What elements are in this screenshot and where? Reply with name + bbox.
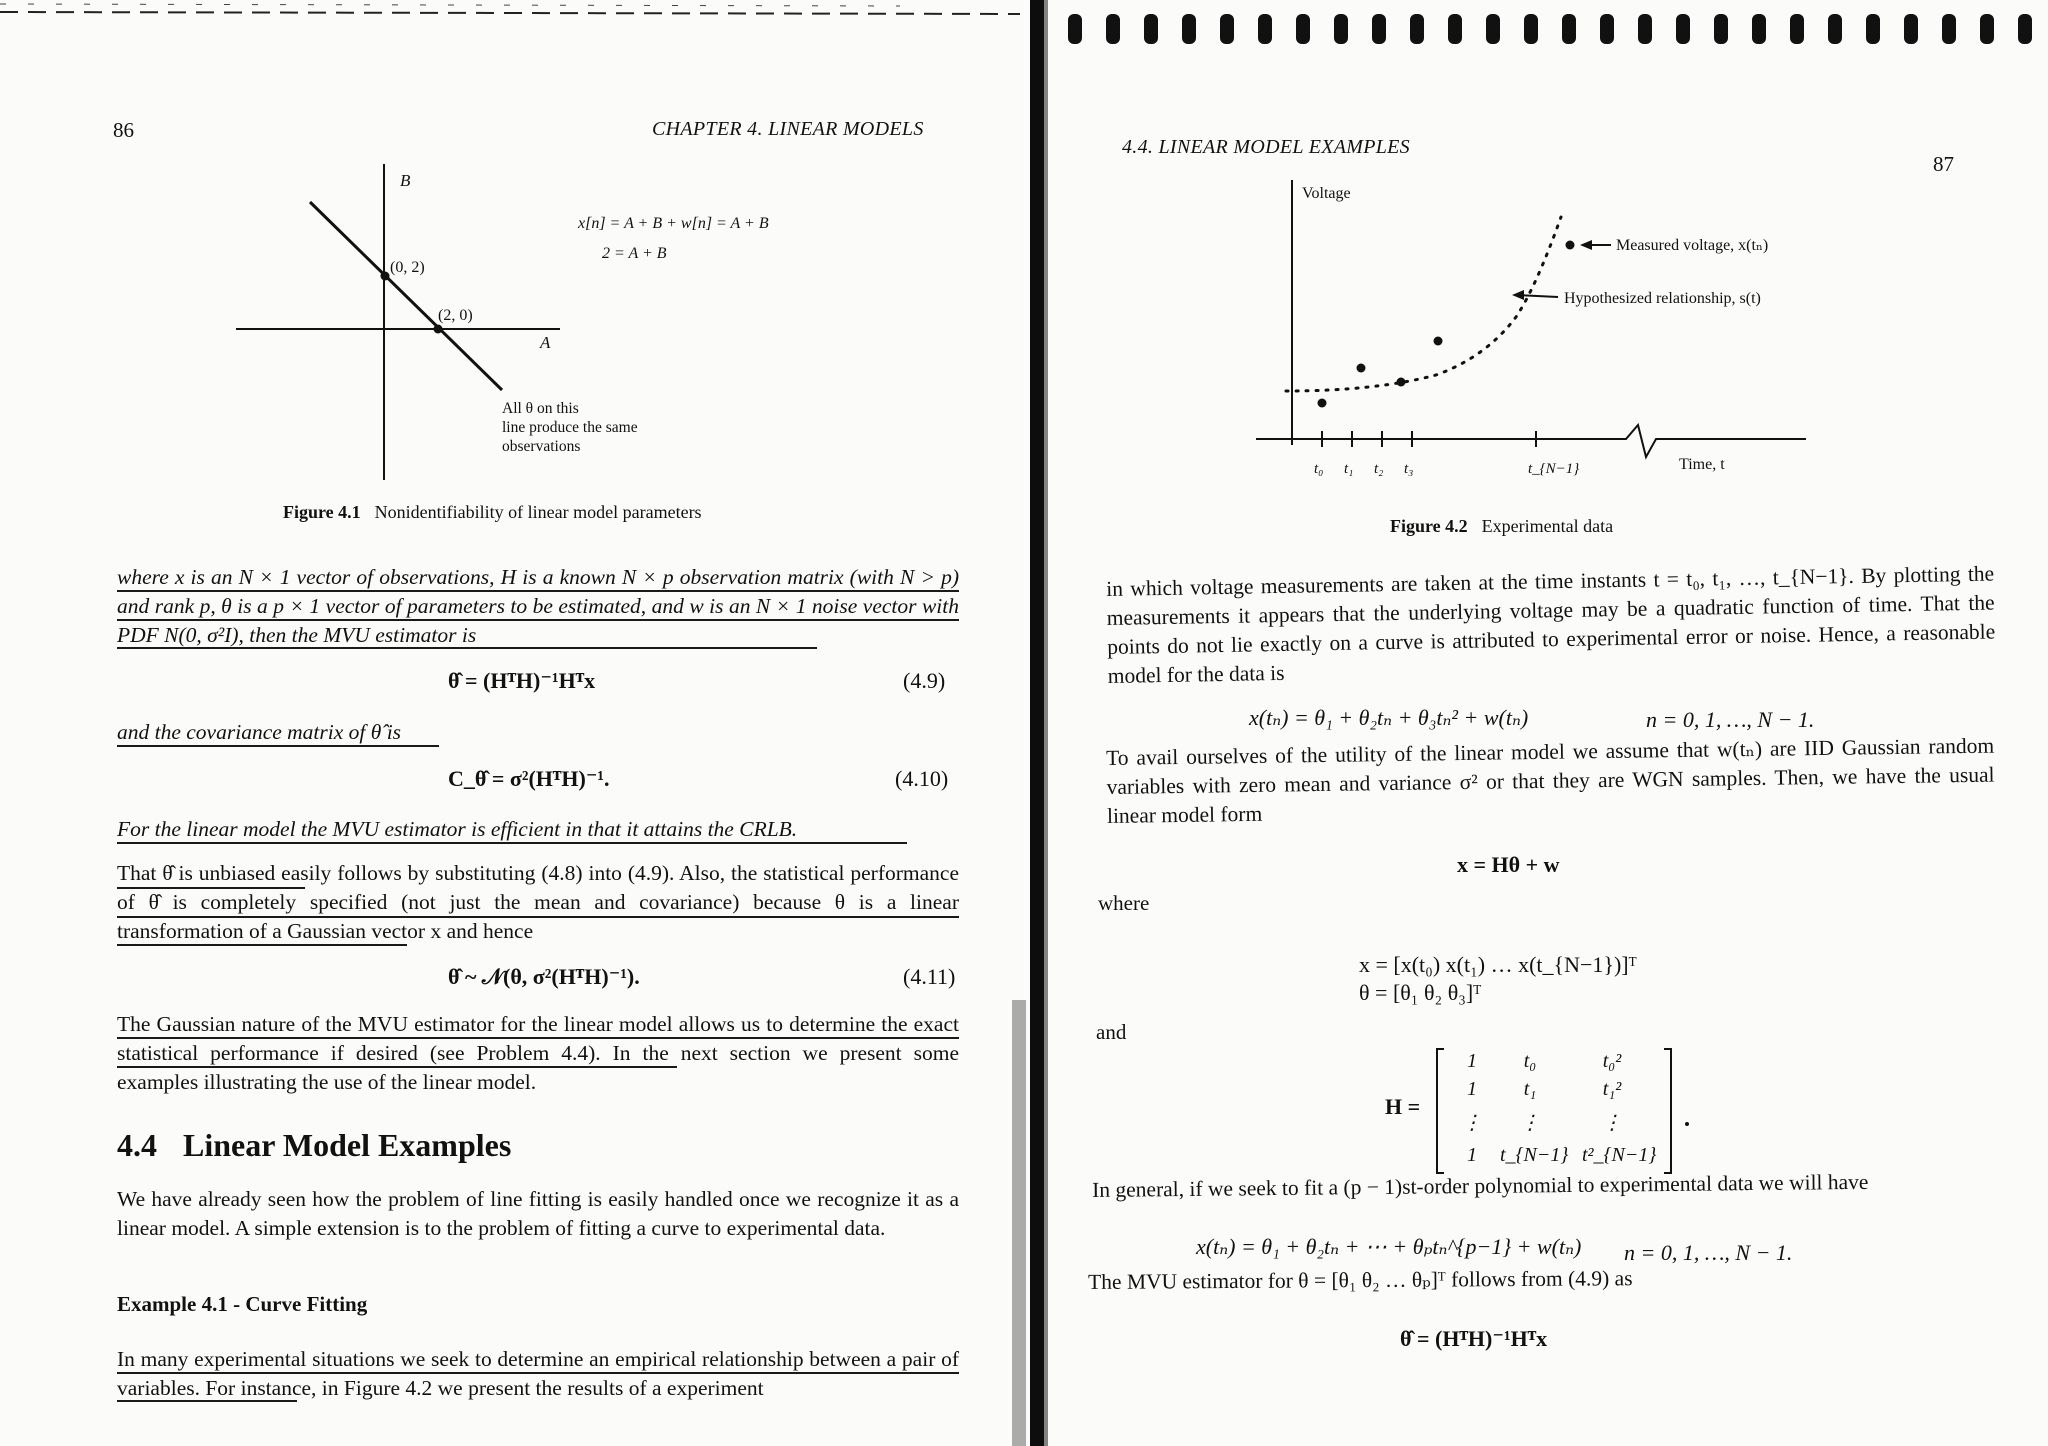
pen-underline	[117, 1066, 677, 1068]
equation-4-11-number: (4.11)	[903, 964, 956, 989]
hypothesized-label: Hypothesized relationship, s(t)	[1564, 290, 1761, 307]
efficiency-statement: For the linear model the MVU estimator is efficient in that it attains the CRLB.	[117, 817, 798, 841]
matrix-cell: t₁²	[1602, 1078, 1622, 1100]
matrix-cell: 1	[1467, 1050, 1477, 1072]
point-2-0-marker	[434, 325, 443, 334]
running-head: 4.4. LINEAR MODEL EXAMPLES	[1122, 136, 1410, 158]
and-text: and	[1096, 1020, 1127, 1044]
caption-text: Experimental data	[1481, 516, 1614, 536]
section-title: Linear Model Examples	[183, 1127, 512, 1163]
caption-label: Figure 4.2	[1390, 516, 1468, 536]
figure-note-line-1: All θ on this	[502, 400, 579, 417]
data-point	[1357, 364, 1366, 373]
pen-underline	[117, 916, 959, 918]
polynomial-equation: x(tₙ) = θ₁ + θ₂tₙ + ⋯ + θₚtₙ^{p−1} + w(tₙ)	[1196, 1234, 1582, 1259]
right-page	[1056, 0, 2048, 1446]
pen-underline	[117, 745, 439, 747]
axis-a-label: A	[540, 333, 551, 352]
final-estimator-equation: θ̂ = (HᵀH)⁻¹Hᵀx	[1400, 1326, 1548, 1351]
data-point	[1566, 241, 1575, 250]
page-number: 87	[1933, 152, 1954, 176]
matrix-cell: t₀	[1523, 1050, 1537, 1072]
linear-model-equation: x = Hθ + w	[1457, 852, 1560, 877]
voltage-label: Voltage	[1302, 185, 1351, 202]
point-0-2-label: (0, 2)	[390, 259, 425, 276]
quadratic-model-equation: x(tₙ) = θ₁ + θ₂tₙ + θ₃tₙ² + w(tₙ)	[1249, 705, 1529, 730]
pen-underline	[117, 647, 817, 649]
equation-4-10: C_θ̂ = σ²(HᵀH)⁻¹.	[448, 766, 610, 791]
caption-text: Nonidentifiability of linear model parameters	[374, 502, 702, 522]
section-number: 4.4	[117, 1127, 157, 1163]
figure-4-2-caption	[1390, 516, 1613, 537]
theta-vector-definition: θ = [θ₁ θ₂ θ₃]ᵀ	[1359, 980, 1482, 1005]
figure-eq-line-2: 2 = A + B	[602, 245, 667, 262]
time-label: Time, t	[1679, 456, 1725, 473]
matrix-h	[1442, 1050, 1672, 1175]
figure-4-1	[230, 158, 930, 488]
book-gutter	[1012, 0, 1054, 1446]
section-heading	[117, 1127, 511, 1164]
quadratic-model-range: n = 0, 1, …, N − 1.	[1646, 707, 1815, 732]
figure-note-line-2: line produce the same	[502, 419, 638, 436]
figure-4-1-caption	[283, 502, 702, 523]
unbiased-paragraph: That θ̂ is unbiased easily follows by substituting (4.8) into (4.9). Also, the statistical performance of θ̂ is completely specified (not just the mean and covariance) because θ is a linear transformation of a Gaussian vector x and hence	[117, 861, 959, 943]
example-4-1-title: Example 4.1 - Curve Fitting	[117, 1292, 368, 1316]
section-intro: We have already seen how the problem of line fitting is easily handled once we recognize it as a linear model. A simple extension is to the problem of fitting a curve to experimental data.	[117, 1187, 959, 1240]
pen-underline	[117, 887, 305, 889]
measured-arrowhead	[1580, 240, 1592, 250]
paragraph-measurements: in which voltage measurements are taken at the time instants t = t₀, t₁, …, t_{N−1}. By plotting the measurements it appears that the underlying voltage may be a quadratic function of time. That the points do not lie exactly on a curve is attributed to experimental error or noise. Hence, a reasonable model for the data is	[1106, 561, 1996, 688]
equation-4-11: θ̂ ~ 𝒩(θ, σ²(HᵀH)⁻¹).	[448, 964, 640, 989]
data-point	[1397, 378, 1406, 387]
matrix-cell: t₀²	[1602, 1050, 1622, 1072]
theorem-text: where x is an N × 1 vector of observations, H is a known N × p observation matrix (with N > p) and rank p, θ is a p × 1 vector of parameters to be estimated, and w is an N × 1 noise vector with PDF N(0, σ²I), then the MVU estimator is	[117, 565, 959, 647]
matrix-cell: ⋮	[1462, 1112, 1482, 1134]
matrix-cell: 1	[1467, 1144, 1477, 1166]
point-2-0-label: (2, 0)	[438, 307, 473, 324]
caption-label: Figure 4.1	[283, 502, 361, 522]
pen-underline	[117, 590, 959, 592]
paragraph-mvu-estimator: The MVU estimator for θ = [θ₁ θ₂ … θₚ]ᵀ follows from (4.9) as	[1088, 1266, 1633, 1294]
time-tick-label: t₃	[1404, 461, 1414, 477]
measured-label: Measured voltage, x(tₙ)	[1616, 237, 1769, 254]
running-head: CHAPTER 4. LINEAR MODELS	[652, 118, 924, 140]
equation-4-9-number: (4.9)	[903, 668, 946, 693]
left-page	[0, 0, 1010, 1446]
point-0-2-marker	[381, 272, 390, 281]
pen-underline	[117, 842, 907, 844]
matrix-cell: t²_{N−1}	[1582, 1144, 1657, 1166]
gaussian-paragraph: The Gaussian nature of the MVU estimator for the linear model allows us to determine the exact statistical performance if desired (see Problem 4.4). In the next section we present some examples illustrating the use of the linear model.	[117, 1012, 959, 1094]
example-4-1-text: In many experimental situations we seek to determine an empirical relationship between a pair of variables. For instance, in Figure 4.2 we present the results of a experiment	[117, 1347, 959, 1400]
matrix-cell: t₁	[1523, 1078, 1537, 1100]
time-tick-label: t₂	[1374, 461, 1384, 477]
data-point	[1318, 399, 1327, 408]
pen-underline	[117, 619, 959, 621]
pen-underline	[117, 1372, 959, 1374]
equation-4-9: θ̂ = (HᵀH)⁻¹Hᵀx	[448, 668, 596, 693]
time-axis	[1256, 425, 1806, 457]
pen-underline	[117, 1400, 297, 1402]
matrix-cell: ⋮	[1602, 1112, 1622, 1134]
time-tick-label: t₀	[1314, 461, 1324, 477]
paragraph-polynomial: In general, if we seek to fit a (p − 1)st-order polynomial to experimental data we will have	[1092, 1169, 1869, 1202]
page-number: 86	[113, 118, 134, 142]
equation-4-10-number: (4.10)	[895, 766, 949, 791]
hypothesized-curve	[1286, 217, 1561, 391]
matrix-cell: 1	[1467, 1078, 1477, 1100]
axis-b-label: B	[400, 171, 411, 190]
polynomial-range: n = 0, 1, …, N − 1.	[1624, 1240, 1793, 1265]
where-text: where	[1098, 891, 1150, 915]
matrix-h-label: H =	[1385, 1094, 1421, 1119]
hypothesized-arrowhead	[1512, 290, 1524, 300]
figure-eq-line-1: x[n] = A + B + w[n] = A + B	[578, 215, 769, 232]
matrix-cell: t_{N−1}	[1500, 1144, 1569, 1166]
time-tick-label: t_{N−1}	[1528, 461, 1580, 477]
data-point	[1434, 337, 1443, 346]
pen-underline	[117, 1037, 959, 1039]
paragraph-iid-assumption: To avail ourselves of the utility of the linear model we assume that w(tₙ) are IID Gaussian random variables with zero mean and variance σ² or that they are WGN samples. Then, we have the usual linear model form	[1106, 733, 1995, 828]
pen-underline	[117, 944, 407, 946]
parameter-line	[310, 202, 502, 390]
figure-note-line-3: observations	[502, 438, 581, 455]
x-vector-definition: x = [x(t₀) x(t₁) … x(t_{N−1})]ᵀ	[1359, 952, 1637, 977]
matrix-cell: ⋮	[1520, 1112, 1540, 1134]
time-tick-label: t₁	[1344, 461, 1354, 477]
figure-4-2	[1246, 175, 1866, 495]
time-tick-labels	[1314, 461, 1579, 477]
covariance-text: and the covariance matrix of θ̂ is	[117, 720, 402, 744]
